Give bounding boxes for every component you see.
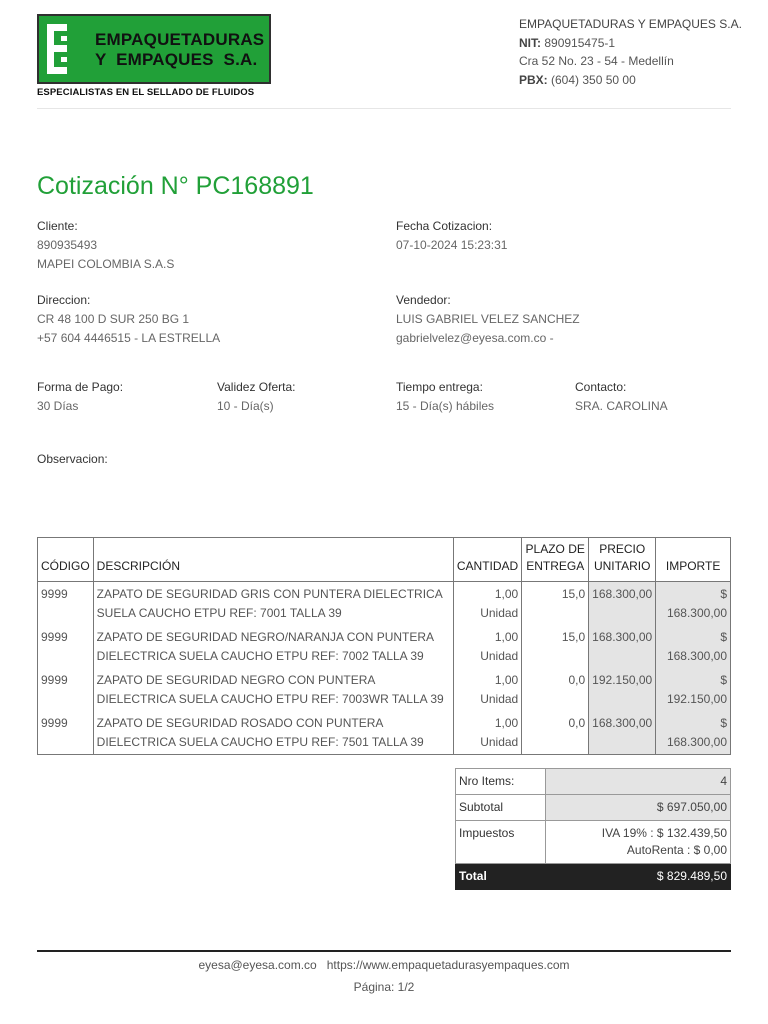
cell-code: 9999 <box>38 711 94 755</box>
logo-tagline: ESPECIALISTAS EN EL SELLADO DE FLUIDOS <box>37 87 255 98</box>
nit-label: NIT: <box>519 35 541 50</box>
client-id: 890935493 <box>37 238 98 252</box>
cell-delivery-term: 0,0 <box>522 668 589 711</box>
company-name: EMPAQUETADURAS Y EMPAQUES S.A. <box>519 17 742 31</box>
delivery-block <box>396 380 494 416</box>
payment-value: 30 Días <box>37 399 79 413</box>
items-count-value: 4 <box>546 769 731 795</box>
cell-code: 9999 <box>38 668 94 711</box>
cell-unit-price: 168.300,00 <box>589 711 656 755</box>
validity-value: 10 - Día(s) <box>217 399 274 413</box>
cell-quantity: 1,00 Unidad <box>453 668 521 711</box>
total-value: $ 829.489,50 <box>546 864 731 890</box>
cell-description: ZAPATO DE SEGURIDAD GRIS CON PUNTERA DIELECTRICA SUELA CAUCHO ETPU REF: 7001 TALLA 39 <box>93 582 453 626</box>
company-info <box>519 15 742 89</box>
table-row <box>38 668 731 711</box>
validity-label: Validez Oferta: <box>217 380 296 394</box>
cell-delivery-term: 15,0 <box>522 625 589 668</box>
pbx-label: PBX: <box>519 72 548 87</box>
col-header-quantity: CANTIDAD <box>453 538 521 582</box>
page-number: Página: 1/2 <box>353 980 415 994</box>
logo-e-mark <box>47 24 69 74</box>
seller-email: gabrielvelez@eyesa.com.co - <box>396 331 554 345</box>
cell-description: ZAPATO DE SEGURIDAD ROSADO CON PUNTERA DIELECTRICA SUELA CAUCHO ETPU REF: 7501 TALLA 39 <box>93 711 453 755</box>
cell-unit-price: 168.300,00 <box>589 582 656 626</box>
cell-unit-price: 168.300,00 <box>589 625 656 668</box>
date-block <box>396 219 507 255</box>
col-header-delivery-term: PLAZO DE ENTREGA <box>522 538 589 582</box>
table-row <box>38 625 731 668</box>
cell-amount: $ 168.300,00 <box>656 625 731 668</box>
cell-quantity: 1,00 Unidad <box>453 625 521 668</box>
items-table <box>37 537 731 755</box>
contact-block <box>575 380 668 416</box>
iva-value: IVA 19% : $ 132.439,50 <box>601 826 727 840</box>
cell-delivery-term: 15,0 <box>522 582 589 626</box>
pbx-value: (604) 350 50 00 <box>551 72 636 87</box>
company-address: Cra 52 No. 23 - 54 - Medellín <box>519 54 674 68</box>
address-line-1: CR 48 100 D SUR 250 BG 1 <box>37 312 190 326</box>
validity-block <box>217 380 295 416</box>
contact-value: SRA. CAROLINA <box>575 399 668 413</box>
client-label: Cliente: <box>37 219 78 233</box>
payment-label: Forma de Pago: <box>37 380 124 394</box>
observation-label: Observacion: <box>37 452 108 466</box>
date-label: Fecha Cotizacion: <box>396 219 493 233</box>
contact-label: Contacto: <box>575 380 627 394</box>
subtotal-label: Subtotal <box>456 795 546 821</box>
cell-amount: $ 168.300,00 <box>656 582 731 626</box>
delivery-label: Tiempo entrega: <box>396 380 483 394</box>
header-divider <box>37 108 731 109</box>
subtotal-value: $ 697.050,00 <box>546 795 731 821</box>
cell-description: ZAPATO DE SEGURIDAD NEGRO CON PUNTERA DIELECTRICA SUELA CAUCHO ETPU REF: 7003WR TALLA 39 <box>93 668 453 711</box>
cell-code: 9999 <box>38 625 94 668</box>
table-row <box>38 582 731 626</box>
cell-description: ZAPATO DE SEGURIDAD NEGRO/NARANJA CON PUNTERA DIELECTRICA SUELA CAUCHO ETPU REF: 7002 TALLA 39 <box>93 625 453 668</box>
cell-quantity: 1,00 Unidad <box>453 582 521 626</box>
col-header-amount: IMPORTE <box>656 538 731 582</box>
address-line-2: +57 604 4446515 - LA ESTRELLA <box>37 331 221 345</box>
total-label: Total <box>456 864 546 890</box>
footer-website-link[interactable]: https://www.empaquetadurasyempaques.com <box>326 958 570 972</box>
totals-row-taxes <box>456 821 731 864</box>
quote-title: Cotización N° PC168891 <box>37 172 314 200</box>
cell-quantity: 1,00 Unidad <box>453 711 521 755</box>
col-header-unit-price: PRECIO UNITARIO <box>589 538 656 582</box>
table-header-row <box>38 538 731 582</box>
footer-contact <box>0 958 768 972</box>
client-block <box>37 219 174 274</box>
seller-name: LUIS GABRIEL VELEZ SANCHEZ <box>396 312 580 326</box>
totals-row-total <box>456 864 731 890</box>
logo-line-2: Y EMPAQUES S.A. <box>95 50 258 69</box>
delivery-value: 15 - Día(s) hábiles <box>396 399 495 413</box>
date-value: 07-10-2024 15:23:31 <box>396 238 508 252</box>
cell-amount: $ 168.300,00 <box>656 711 731 755</box>
cell-unit-price: 192.150,00 <box>589 668 656 711</box>
col-header-code: CÓDIGO <box>38 538 94 582</box>
totals-table <box>455 768 731 890</box>
company-logo <box>37 14 271 84</box>
totals-row-subtotal <box>456 795 731 821</box>
cell-amount: $ 192.150,00 <box>656 668 731 711</box>
cell-code: 9999 <box>38 582 94 626</box>
payment-block <box>37 380 123 416</box>
address-block <box>37 293 220 348</box>
taxes-label: Impuestos <box>456 821 546 864</box>
cell-delivery-term: 0,0 <box>522 711 589 755</box>
nit-value: 890915475-1 <box>544 35 616 50</box>
footer-divider <box>37 950 731 952</box>
totals-row-items <box>456 769 731 795</box>
autorenta-value: AutoRenta : $ 0,00 <box>626 843 727 857</box>
footer-email[interactable]: eyesa@eyesa.com.co <box>198 958 317 972</box>
col-header-description: DESCRIPCIÓN <box>93 538 453 582</box>
logo-line-1: EMPAQUETADURAS <box>95 30 265 49</box>
address-label: Direccion: <box>37 293 91 307</box>
items-count-label: Nro Items: <box>456 769 546 795</box>
client-name: MAPEI COLOMBIA S.A.S <box>37 257 175 271</box>
seller-label: Vendedor: <box>396 293 451 307</box>
taxes-value <box>546 821 731 864</box>
table-row <box>38 711 731 755</box>
seller-block <box>396 293 580 348</box>
